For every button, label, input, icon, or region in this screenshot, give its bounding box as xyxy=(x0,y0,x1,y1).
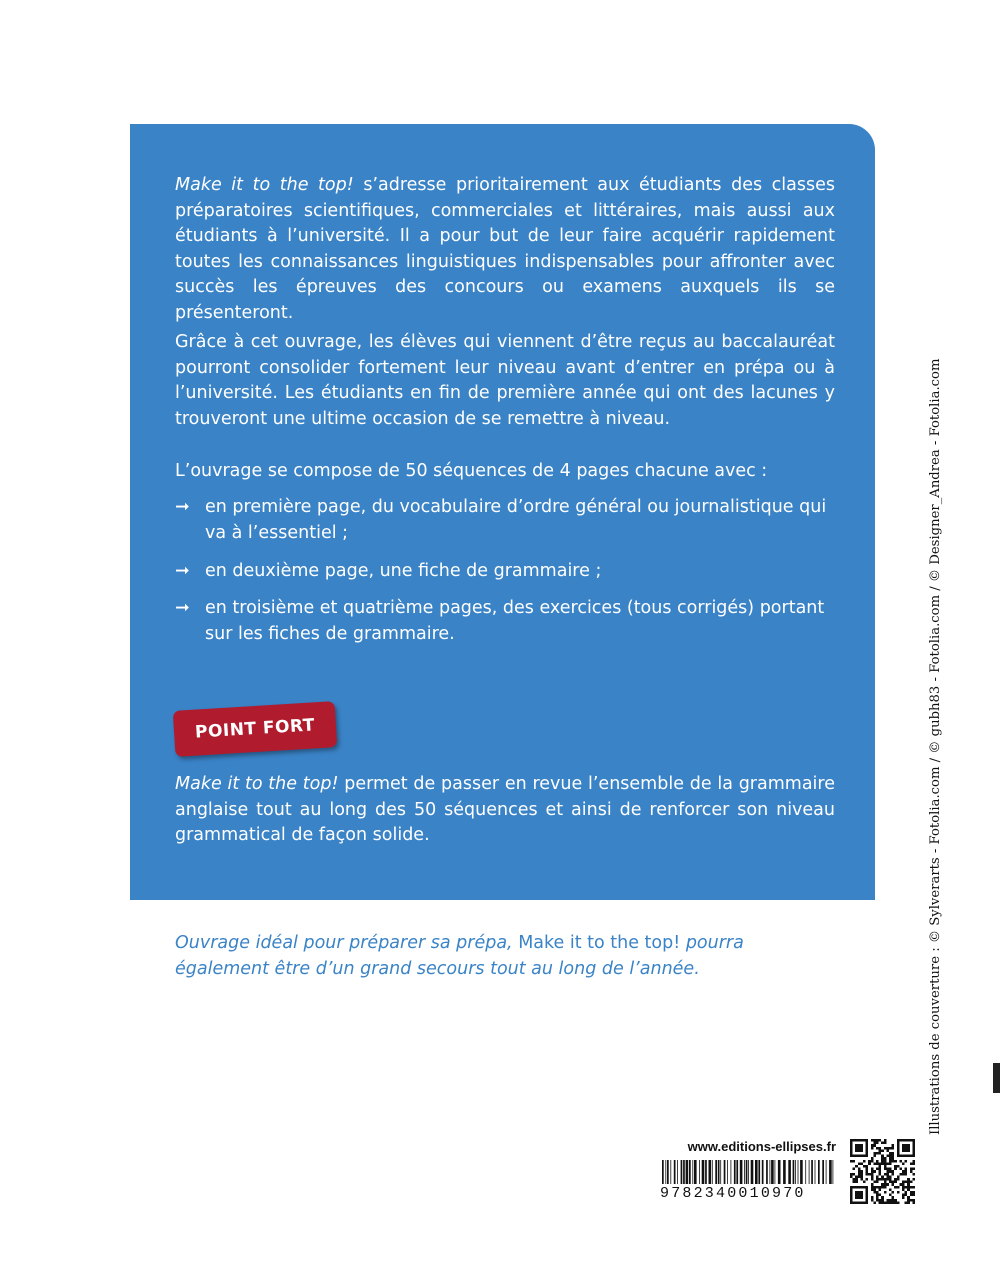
isbn-number: 9782340010970 xyxy=(660,1185,806,1202)
edge-mark xyxy=(993,1063,1000,1093)
qr-code-icon xyxy=(850,1139,915,1204)
structure-paragraph: L’ouvrage se compose de 50 séquences de 4 pages chacune avec : xyxy=(175,461,768,481)
barcode-icon xyxy=(660,1160,836,1184)
book-title: Make it to the top! xyxy=(175,774,339,794)
intro-text: s’adresse prioritairement aux étudiants des classes préparatoires scientifiques, commerciales et littéraires, mais aussi aux étudiants à l’université. Il a pour but de leur faire acquérir rapidement toutes les connaissances linguistiques indispensables pour affronter avec succès les épreuves des concours ou examens auxquels ils se présenteront. xyxy=(175,175,835,323)
illustration-credits: Illustrations de couverture : © Sylverarts - Fotolia.com / © gubh83 - Fotolia.com / © Designer_Andrea - Fotolia.com xyxy=(928,358,943,1135)
bullet-item xyxy=(175,559,835,585)
publisher-website: www.editions-ellipses.fr xyxy=(687,1139,836,1154)
arrow-icon: ➞ xyxy=(175,561,190,581)
tagline-after: pourra également être d’un grand secours tout au long de l’année. xyxy=(175,933,744,979)
bullet-item xyxy=(175,495,835,546)
arrow-icon: ➞ xyxy=(175,598,190,618)
highlight-text: permet de passer en revue l’ensemble de la grammaire anglaise tout au long des 50 séquences et ainsi de renforcer son niveau grammatical de façon solide. xyxy=(175,774,835,845)
audience-paragraph: Grâce à cet ouvrage, les élèves qui viennent d’être reçus au baccalauréat pourront consolider fortement leur niveau avant d’entrer en prépa ou à l’université. Les étudiants en fin de première année qui ont des lacunes y trouveront une ultime occasion de se remettre à niveau. xyxy=(175,332,835,429)
intro-paragraph xyxy=(175,173,835,326)
bullet-text: en troisième et quatrième pages, des exercices (tous corrigés) portant sur les fiches de grammaire. xyxy=(205,598,825,644)
tagline-before: Ouvrage idéal pour préparer sa prépa, xyxy=(175,933,519,953)
point-fort-badge: POINT FORT xyxy=(173,701,338,757)
arrow-icon: ➞ xyxy=(175,497,190,517)
bullet-text: en deuxième page, une fiche de grammaire ; xyxy=(205,561,602,581)
bullet-item xyxy=(175,596,835,647)
highlight-paragraph xyxy=(175,772,835,849)
book-title: Make it to the top! xyxy=(175,175,354,195)
tagline-title: Make it to the top! xyxy=(518,933,681,953)
footer-tagline xyxy=(175,930,835,982)
bullet-text: en première page, du vocabulaire d’ordre général ou journalistique qui va à l’essentiel ; xyxy=(205,497,827,543)
